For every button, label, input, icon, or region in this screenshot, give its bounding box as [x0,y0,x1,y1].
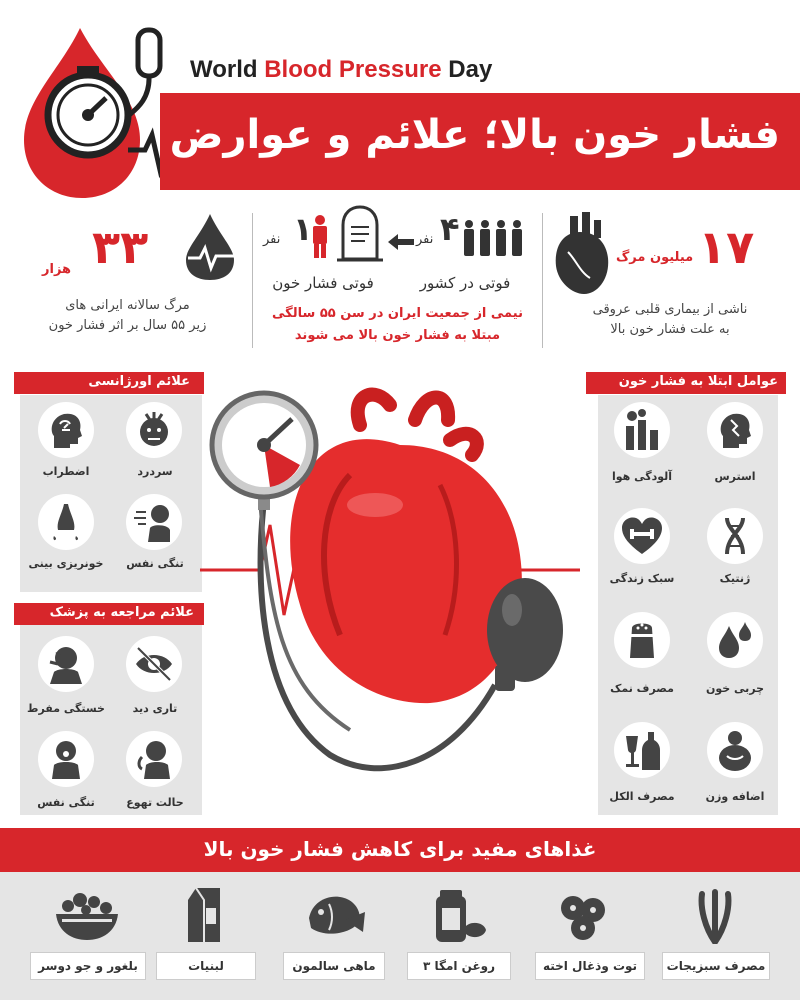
cause-item-alcohol: مصرف الکل [609,790,675,803]
headache-icon [126,402,182,458]
emergency-item-nosebleed: خونریزی بینی [28,557,104,570]
stat-right-desc-2: به علت فشار خون بالا [610,322,730,337]
doctor-item-breathless: تنگی نفس [37,796,95,809]
blood-fat-icon [707,612,763,668]
stat-left-desc-2: زیر ۵۵ سال بر اثر فشار خون [48,318,207,333]
dairy-carton-icon [182,886,226,944]
stat-left-unit: هزار [42,262,72,277]
cause-item-genetics: ژنتیک [719,572,751,585]
food-item-salmon: ماهی سالمون [283,952,385,980]
nausea-icon [126,731,182,787]
person-red-icon [310,214,330,258]
genetics-icon [707,508,763,564]
breathless-2-icon [38,731,94,787]
blood-drop-heartbeat-icon [180,212,240,282]
cause-item-lifestyle: سبک زندگی [609,572,675,585]
stat-right-unit: میلیون مرگ [616,250,694,265]
oatmeal-bowl-icon [52,886,122,944]
lifestyle-heart-icon [614,508,670,564]
stat-mid-num-1: ۱ [293,210,313,248]
stat-mid-label-country: فوتی در کشور [419,274,511,292]
food-item-dairy: لبنیات [156,952,256,980]
emergency-item-anxiety: اضطراب [42,465,90,478]
overweight-icon [707,722,763,778]
emergency-item-breathless: تنگی نفس [126,557,184,570]
heart-organ-icon [550,212,614,296]
emergency-title: علائم اورژانسی [88,374,190,389]
emergency-item-headache: سردرد [137,465,173,478]
fatigue-icon [38,636,94,692]
doctor-title: علائم مراجعه به پزشک [49,605,194,620]
food-item-oatmeal: بلغور و جو دوسر [30,952,146,980]
doctor-item-nausea: حالت تهوع [126,796,184,809]
people-group-icon [462,220,526,256]
cause-item-salt: مصرف نمک [610,682,674,695]
stat-mid-nafar-1: نفر [416,232,434,247]
vegetables-icon [690,888,740,944]
stat-left-number: ۳۳ [92,220,149,274]
salt-shaker-icon [614,612,670,668]
stat-mid-nafar-2: نفر [263,232,281,247]
main-title: فشار خون بالا؛ علائم و عوارض [169,112,780,158]
doctor-item-fatigue: خستگی مفرط [27,702,105,715]
food-item-berries: توت وذغال اخته [535,952,645,980]
heart-sphygmomanometer-illustration [200,385,600,815]
english-title: World Blood Pressure Day [190,56,493,83]
cause-item-blood-fat: چربی خون [705,682,765,695]
causes-title: عوامل ابتلا به فشار خون [618,374,778,389]
stat-mid-label-bp: فوتی فشار خون [272,274,374,292]
divider-left [252,213,253,348]
alcohol-icon [614,722,670,778]
divider-right [542,213,543,348]
stat-right-number: ۱۷ [698,220,755,274]
salmon-fish-icon [305,890,367,940]
stat-left-desc-1: مرگ سالانه ایرانی های [65,298,190,313]
doctor-item-blurred-vision: تاری دید [132,702,178,715]
stat-right-desc-1: ناشی از بیماری قلبی عروقی [592,302,748,317]
anxiety-icon [38,402,94,458]
cause-item-stress: استرس [714,470,756,483]
food-item-omega3: روغن امگا ۳ [407,952,511,980]
stat-mid-num-4: ۴ [440,210,460,248]
food-item-vegetables: مصرف سبزیجات [662,952,770,980]
gravestone-icon [335,203,385,263]
air-pollution-icon [614,402,670,458]
blurred-vision-icon [126,636,182,692]
cause-item-overweight: اضافه وزن [705,790,765,803]
cause-item-air-pollution: آلودگی هوا [611,470,673,483]
stress-icon [707,402,763,458]
arrow-left-icon [388,234,414,250]
foods-title: غذاهای مفید برای کاهش فشار خون بالا [203,837,597,861]
breathless-icon [126,494,182,550]
stat-mid-highlight-2: مبتلا به فشار خون بالا می شوند [294,328,501,343]
stat-mid-highlight-1: نیمی از جمعیت ایران در سن ۵۵ سالگی [272,306,523,321]
nosebleed-icon [38,494,94,550]
berries-icon [555,888,611,944]
omega3-capsule-icon [430,888,490,944]
